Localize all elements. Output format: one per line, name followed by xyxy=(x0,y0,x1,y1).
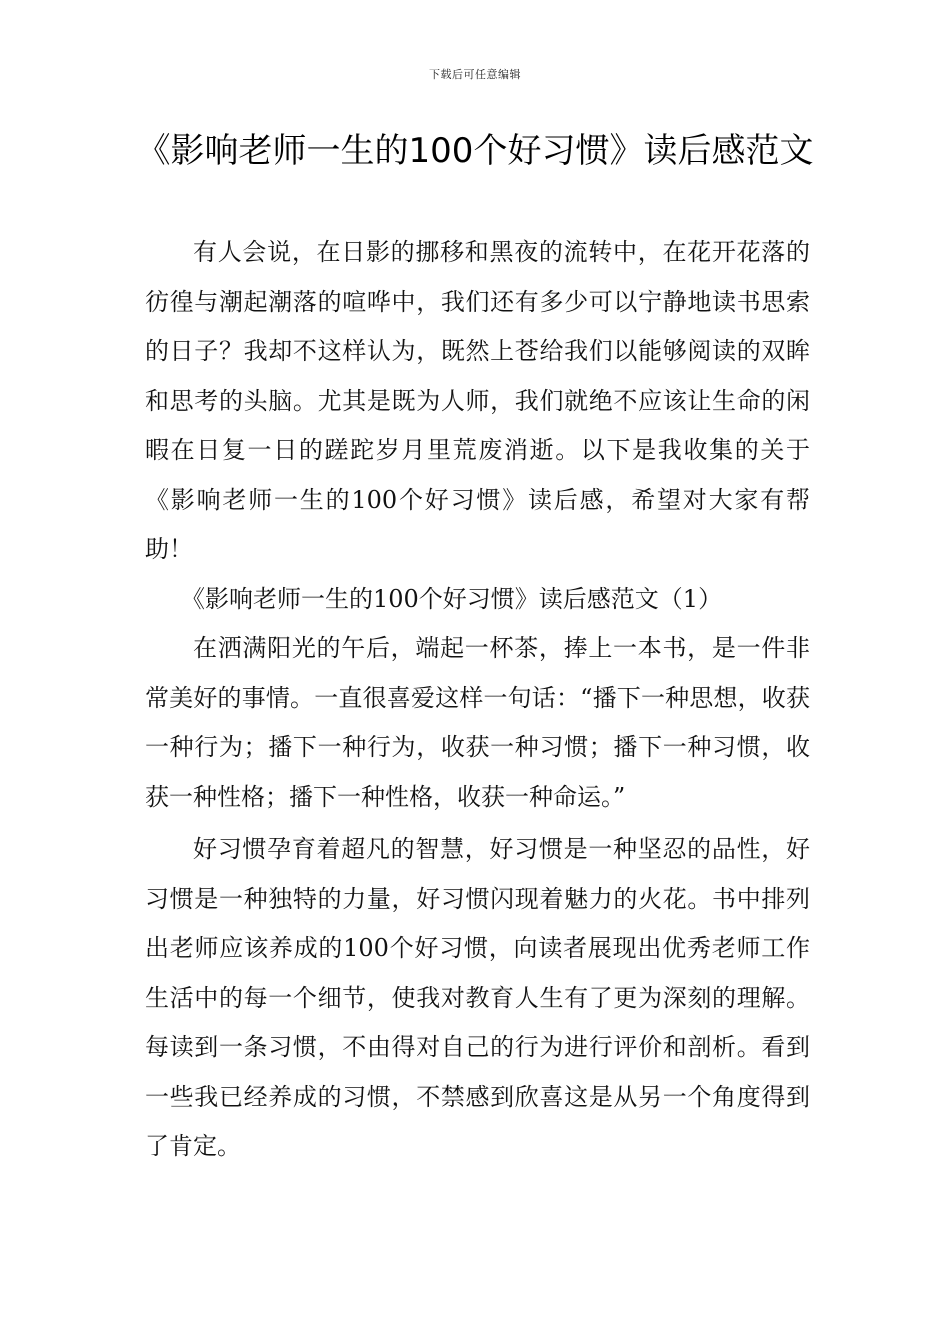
section-heading: 《影响老师一生的100个好习惯》读后感范文（1） xyxy=(181,584,723,613)
paragraph-2: 好习惯孕育着超凡的智慧，好习惯是一种坚忍的品性，好习惯是一种独特的力量，好习惯闪现着魅力的火花。书中排列出老师应该养成的100个好习惯，向读者展现出优秀老师工作生活中的每一个细节，使我对教育人生有了更为深刻的理解。每读到一条习惯，不由得对自己的行为进行评价和剖析。看到一些我已经养成的习惯，不禁感到欣喜这是从另一个角度得到了肯定。 xyxy=(145,835,810,1160)
page-title: 《影响老师一生的100个好习惯》读后感范文 xyxy=(136,131,814,171)
paragraph-1: 在洒满阳光的午后，端起一杯茶，捧上一本书，是一件非常美好的事情。一直很喜爱这样一句话：“播下一种思想，收获一种行为；播下一种行为，收获一种习惯；播下一种习惯，收获一种性格；播下一种性格，收获一种命运。” xyxy=(145,634,810,811)
paragraph-intro: 有人会说，在日影的挪移和黑夜的流转中，在花开花落的彷徨与潮起潮落的喧哗中，我们还有多少可以宁静地读书思索的日子？我却不这样认为，既然上苍给我们以能够阅读的双眸和思考的头脑。尤其是既为人师，我们就绝不应该让生命的闲暇在日复一日的蹉跎岁月里荒废消逝。以下是我收集的关于《影响老师一生的100个好习惯》读后感，希望对大家有帮助！ xyxy=(145,238,810,563)
document-body xyxy=(145,228,810,1172)
header-note: 下载后可任意编辑 xyxy=(429,68,521,81)
